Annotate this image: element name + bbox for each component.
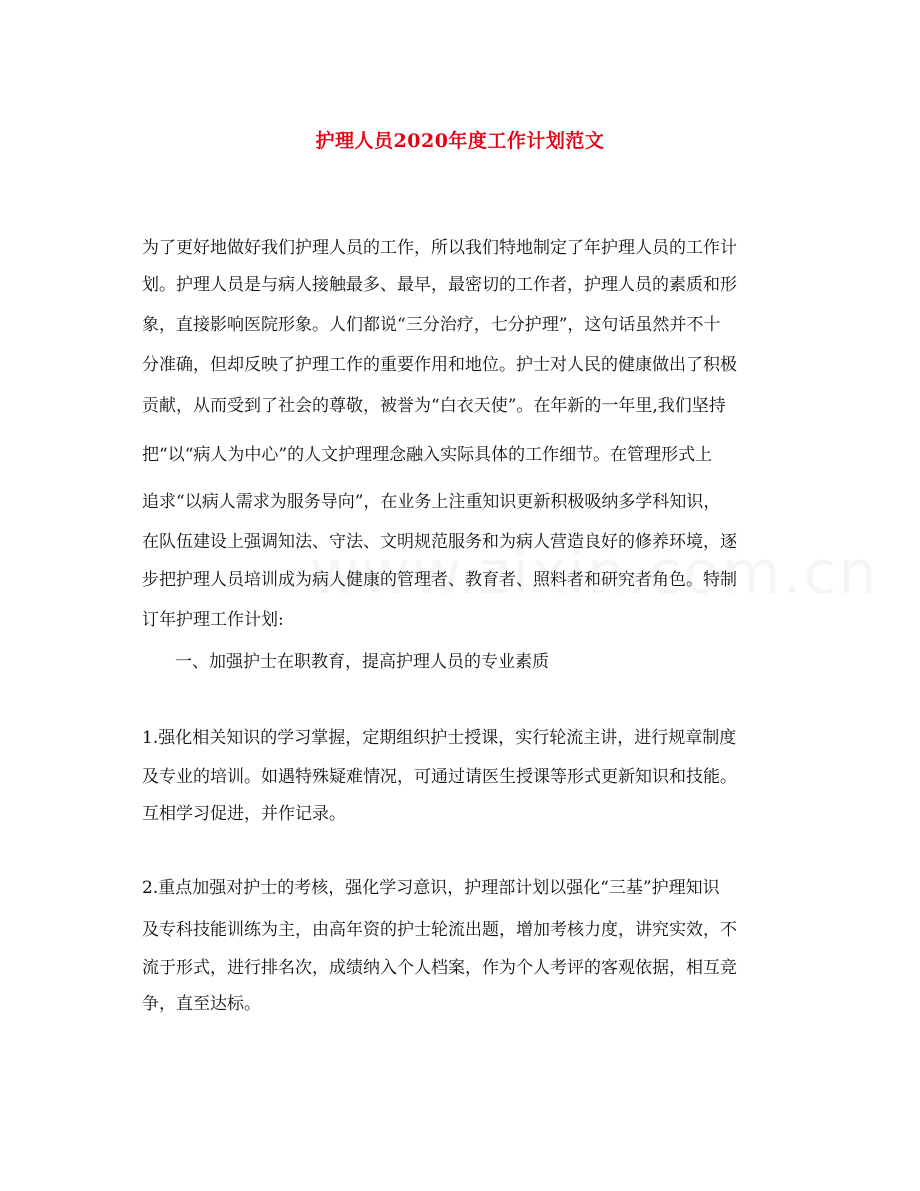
paragraph-1-line: 在队伍建设上强调知法、守法、文明规范服务和为病人营造良好的修养环境，逐 bbox=[142, 532, 737, 552]
paragraph-1-line: 把“以“病人为中心”的人文护理理念融入实际具体的工作细节。在管理形式上 bbox=[142, 445, 713, 465]
paragraph-1-line: 划。护理人员是与病人接触最多、最早，最密切的工作者，护理人员的素质和形 bbox=[142, 275, 737, 295]
item-2-line: 流于形式，进行排名次，成绩纳入个人档案，作为个人考评的客观依据，相互竞 bbox=[142, 958, 737, 978]
paragraph-1-line: 象，直接影响医院形象。人们都说“三分治疗，七分护理”，这句话虽然并不十 bbox=[142, 315, 721, 335]
paragraph-1-line: 分准确，但却反映了护理工作的重要作用和地位。护士对人民的健康做出了积极 bbox=[142, 355, 737, 375]
paragraph-1-line: 追求“以病人需求为服务导向”，在业务上注重知识更新积极吸纳多学科知识， bbox=[142, 492, 721, 512]
document-title: 护理人员2020年度工作计划范文 bbox=[315, 130, 605, 152]
section-heading: 一、加强护士在职教育，提高护理人员的专业素质 bbox=[175, 652, 549, 672]
item-2-line: 及专科技能训练为主，由高年资的护士轮流出题，增加考核力度，讲究实效，不 bbox=[142, 920, 737, 940]
paragraph-1-line: 步把护理人员培训成为病人健康的管理者、教育者、照料者和研究者角色。特制 bbox=[142, 570, 737, 590]
item-1-line: 互相学习促进，并作记录。 bbox=[142, 804, 346, 824]
paragraph-1-line: 贡献，从而受到了社会的尊敬，被誉为“白衣天使”。在年新的一年里,我们坚持 bbox=[142, 396, 726, 416]
item-2-line: 争，直至达标。 bbox=[142, 994, 261, 1014]
item-1-line: 及专业的培训。如遇特殊疑难情况，可通过请医生授课等形式更新知识和技能。 bbox=[142, 767, 737, 787]
item-1-line: 1.强化相关知识的学习掌握，定期组织护士授课，实行轮流主讲，进行规章制度 bbox=[142, 728, 737, 748]
item-2-line: 2.重点加强对护士的考核，强化学习意识，护理部计划以强化“三基”护理知识 bbox=[142, 878, 720, 898]
paragraph-1-line: 为了更好地做好我们护理人员的工作，所以我们特地制定了年护理人员的工作计 bbox=[142, 238, 737, 258]
paragraph-1-line: 订年护理工作计划: bbox=[142, 610, 284, 630]
